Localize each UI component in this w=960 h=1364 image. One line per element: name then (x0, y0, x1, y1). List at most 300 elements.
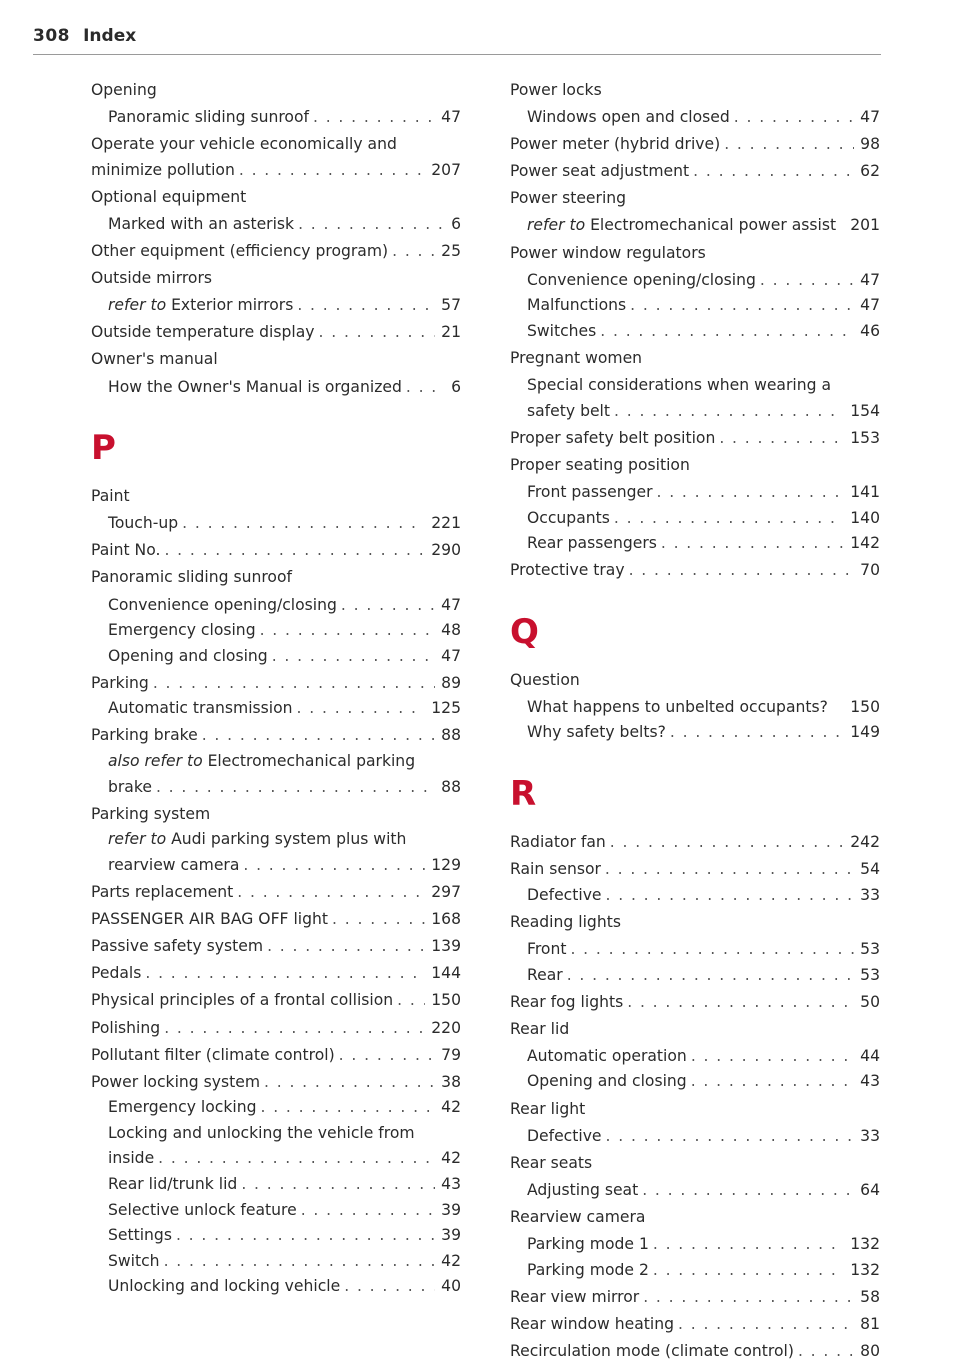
leader-dots (610, 830, 844, 856)
leader-dots (798, 1339, 854, 1364)
index-line (91, 1043, 461, 1069)
index-entry (527, 1258, 880, 1284)
index-line (510, 426, 880, 452)
index-entry (527, 1069, 880, 1095)
page-reference: 33 (860, 885, 880, 904)
leader-dots (272, 644, 435, 670)
leader-dots (629, 558, 855, 584)
entry-text: Parking mode 2 (527, 1260, 649, 1279)
entry-text: Optional equipment (91, 187, 247, 206)
leader-dots (267, 934, 425, 960)
index-line (91, 511, 461, 537)
index-line (91, 320, 461, 346)
index-line (510, 1232, 880, 1258)
index-line (91, 293, 461, 319)
index-line (510, 668, 880, 694)
page-reference: 149 (850, 723, 880, 742)
cross-reference-label: refer to (108, 296, 172, 315)
index-line (91, 105, 461, 131)
entry-text: Emergency closing (108, 621, 256, 640)
index-entry (510, 830, 880, 856)
index-line (91, 375, 461, 401)
entry-text: Rear passengers (527, 534, 657, 553)
entry-text: Rear lid/trunk lid (108, 1175, 238, 1194)
entry-text: Parking (91, 673, 149, 692)
page-number: 308 (33, 26, 70, 46)
page-reference: 150 (431, 991, 461, 1010)
page-reference: 47 (860, 108, 880, 127)
index-line (510, 399, 880, 425)
entry-text: Rear (527, 965, 563, 984)
entry-text: Marked with an asterisk (108, 214, 295, 233)
entry-text: PASSENGER AIR BAG OFF light (91, 910, 329, 929)
entry-text: Paint No. (91, 541, 161, 560)
page-header (33, 26, 881, 55)
index-entry (510, 132, 880, 158)
index-line (91, 775, 461, 801)
index-heading (91, 132, 461, 158)
entry-text: Automatic operation (527, 1046, 687, 1065)
leader-dots (153, 671, 435, 697)
leader-dots (606, 883, 855, 909)
page-reference: 201 (850, 216, 880, 235)
index-line (91, 1121, 461, 1147)
entry-text: Rear fog lights (510, 992, 624, 1011)
leader-dots (158, 1146, 435, 1172)
page-reference: 53 (860, 939, 880, 958)
entry-text: Power meter (hybrid drive) (510, 135, 721, 154)
index-line (510, 132, 880, 158)
index-line (91, 802, 461, 828)
entry-text: Proper safety belt position (510, 428, 716, 447)
leader-dots (719, 426, 844, 452)
index-entry (527, 480, 880, 506)
page-reference: 98 (860, 135, 880, 154)
cross-reference-label: refer to (108, 830, 172, 849)
index-entry (527, 1044, 880, 1070)
index-heading (510, 910, 880, 936)
page-reference: 47 (441, 108, 461, 127)
leader-dots (239, 158, 425, 184)
page-reference: 242 (850, 833, 880, 852)
index-line (91, 934, 461, 960)
index-line (91, 1146, 461, 1172)
index-line (91, 1274, 461, 1300)
leader-dots (614, 506, 844, 532)
entry-text: Convenience opening/closing (108, 595, 337, 614)
leader-dots (176, 1223, 435, 1249)
entry-text: Special considerations when wearing a (527, 376, 832, 395)
index-line (91, 1095, 461, 1121)
page-reference: 297 (431, 883, 461, 902)
index-entry (108, 1172, 461, 1198)
section-title: Index (83, 26, 137, 46)
entry-text: Malfunctions (527, 296, 627, 315)
index-entry (108, 212, 461, 238)
leader-dots (156, 775, 435, 801)
entry-text: Panoramic sliding sunroof (108, 108, 309, 127)
index-line (510, 213, 880, 239)
index-heading (91, 484, 461, 510)
index-line (91, 1223, 461, 1249)
index-line (91, 988, 461, 1014)
index-entry (91, 988, 461, 1014)
index-letter-heading: Q (510, 611, 539, 652)
index-entry (91, 1070, 461, 1096)
leader-dots (691, 1069, 854, 1095)
index-entry (108, 618, 461, 644)
index-heading (510, 668, 880, 694)
index-heading (91, 802, 461, 828)
index-line (91, 593, 461, 619)
index-line (510, 373, 880, 399)
entry-text: Power seat adjustment (510, 162, 690, 181)
entry-text: Why safety belts? (527, 723, 666, 742)
index-line (510, 910, 880, 936)
index-entry (527, 268, 880, 294)
entry-text: Unlocking and locking vehicle (108, 1277, 341, 1296)
page-reference: 144 (431, 964, 461, 983)
entry-text: Protective tray (510, 561, 625, 580)
index-line (91, 212, 461, 238)
entry-text: Operate your vehicle economically and (91, 135, 397, 154)
index-line (91, 723, 461, 749)
leader-dots (332, 907, 425, 933)
index-entry (527, 1178, 880, 1204)
index-line (91, 132, 461, 158)
entry-text: Question (510, 670, 580, 689)
leader-dots (570, 937, 854, 963)
entry-text: Rearview camera (510, 1207, 646, 1226)
entry-text: Opening (91, 81, 157, 99)
leader-dots (642, 1178, 854, 1204)
index-entry (527, 213, 880, 239)
cross-reference-target: Electromechanical power assist (590, 216, 837, 235)
index-heading (91, 78, 461, 104)
index-entry (108, 775, 461, 801)
page-reference: 47 (441, 646, 461, 665)
entry-text: Pollutant filter (climate control) (91, 1045, 335, 1064)
entry-text: brake (108, 777, 152, 796)
index-entry (108, 853, 461, 879)
leader-dots (653, 1258, 844, 1284)
index-line (510, 1069, 880, 1095)
index-heading (510, 1017, 880, 1043)
leader-dots (339, 1043, 435, 1069)
page-reference: 132 (850, 1260, 880, 1279)
index-line (510, 1285, 880, 1311)
index-line (510, 506, 880, 532)
entry-text: Recirculation mode (climate control) (510, 1341, 794, 1360)
index-entry (510, 426, 880, 452)
leader-dots (567, 963, 854, 989)
page-reference: 40 (441, 1277, 461, 1296)
page-reference: 140 (850, 508, 880, 527)
index-entry (91, 1016, 461, 1042)
cross-reference-label: also refer to (108, 752, 208, 771)
index-entry (108, 1095, 461, 1121)
entry-text: Passive safety system (91, 937, 264, 956)
index-entry (108, 644, 461, 670)
page-reference: 42 (441, 1098, 461, 1117)
index-line (510, 78, 880, 104)
entry-text: Switches (527, 321, 597, 340)
page-reference: 48 (441, 621, 461, 640)
page-reference: 168 (431, 910, 461, 929)
leader-dots (606, 1124, 855, 1150)
leader-dots (397, 988, 425, 1014)
index-entry (91, 671, 461, 697)
index-heading (108, 827, 461, 853)
page-reference: 47 (441, 595, 461, 614)
index-line (91, 1198, 461, 1224)
index-heading (510, 453, 880, 479)
index-line (91, 618, 461, 644)
index-line (510, 319, 880, 345)
index-heading (510, 1151, 880, 1177)
leader-dots (760, 268, 854, 294)
leader-dots (298, 212, 445, 238)
index-line (91, 185, 461, 211)
index-line (510, 186, 880, 212)
index-line (510, 293, 880, 319)
page-reference: 6 (451, 214, 461, 233)
index-heading (510, 346, 880, 372)
entry-text: Occupants (527, 508, 610, 527)
entry-text: Convenience opening/closing (527, 270, 756, 289)
index-line (91, 484, 461, 510)
entry-text: Outside mirrors (91, 269, 212, 288)
leader-dots (297, 696, 426, 722)
leader-dots (614, 399, 844, 425)
entry-text: How the Owner's Manual is organized (108, 377, 402, 396)
index-line (510, 695, 880, 721)
entry-text: minimize pollution (91, 160, 235, 179)
entry-text: Windows open and closed (527, 108, 730, 127)
index-line (91, 1016, 461, 1042)
page-reference: 79 (441, 1045, 461, 1064)
page-reference: 132 (850, 1234, 880, 1253)
leader-dots (653, 1232, 844, 1258)
index-line (91, 1249, 461, 1275)
page-reference: 42 (441, 1149, 461, 1168)
entry-text: Defective (527, 885, 602, 904)
index-line (510, 1205, 880, 1231)
leader-dots (319, 320, 436, 346)
index-entry (510, 1285, 880, 1311)
entry-text (108, 293, 297, 319)
index-line (510, 720, 880, 746)
leader-dots (202, 723, 435, 749)
index-heading (91, 185, 461, 211)
index-line (91, 644, 461, 670)
entry-text: Rain sensor (510, 860, 601, 879)
entry-text: Reading lights (510, 912, 621, 931)
entry-text: Pedals (91, 964, 142, 983)
index-line (91, 1172, 461, 1198)
page-reference: 39 (441, 1200, 461, 1219)
index-line (91, 565, 461, 591)
page-reference: 46 (860, 321, 880, 340)
index-line (91, 78, 461, 104)
page-reference: 62 (860, 162, 880, 181)
index-line (510, 105, 880, 131)
entry-text (108, 830, 406, 848)
index-column-right (510, 78, 880, 1364)
entry-text: Rear window heating (510, 1314, 675, 1333)
entry-text (527, 213, 840, 239)
index-heading (510, 1097, 880, 1123)
page-reference: 207 (431, 160, 461, 179)
index-line (510, 937, 880, 963)
page-reference: 44 (860, 1046, 880, 1065)
index-line (91, 239, 461, 265)
page-reference: 142 (850, 534, 880, 553)
index-line (510, 830, 880, 856)
index-line (91, 671, 461, 697)
index-line (91, 266, 461, 292)
entry-text: Physical principles of a frontal collision (91, 991, 394, 1010)
cross-reference-target: Audi parking system plus with (171, 830, 407, 849)
index-line (91, 347, 461, 373)
leader-dots (264, 1070, 435, 1096)
leader-dots (164, 538, 425, 564)
leader-dots (301, 1198, 435, 1224)
index-entry (527, 1124, 880, 1150)
index-letter-heading: P (91, 428, 116, 469)
entry-text: Power locks (510, 81, 602, 99)
cross-reference-target: Exterior mirrors (171, 296, 294, 315)
leader-dots (392, 239, 435, 265)
leader-dots (260, 618, 436, 644)
index-heading (91, 347, 461, 373)
page-reference: 81 (860, 1314, 880, 1333)
page-reference: 220 (431, 1018, 461, 1037)
entry-text: Power window regulators (510, 243, 706, 262)
page-reference: 54 (860, 860, 880, 879)
index-heading (510, 78, 880, 104)
index-line (91, 907, 461, 933)
entry-text: Rear light (510, 1099, 586, 1118)
index-heading (527, 373, 880, 399)
index-line (510, 268, 880, 294)
index-entry (108, 1274, 461, 1300)
entry-text: Emergency locking (108, 1098, 257, 1117)
index-column-left (91, 78, 461, 1300)
page-reference: 64 (860, 1180, 880, 1199)
index-entry (108, 593, 461, 619)
entry-text: Radiator fan (510, 833, 606, 852)
index-entry (91, 934, 461, 960)
leader-dots (243, 853, 425, 879)
leader-dots (341, 593, 435, 619)
page-reference: 21 (441, 323, 461, 342)
leader-dots (661, 531, 844, 557)
index-entry (527, 937, 880, 963)
entry-text: Defective (527, 1126, 602, 1145)
page-reference: 80 (860, 1341, 880, 1360)
index-entry (527, 963, 880, 989)
index-line (91, 696, 461, 722)
leader-dots (670, 720, 844, 746)
index-line (510, 1178, 880, 1204)
leader-dots (627, 990, 854, 1016)
page-reference: 25 (441, 242, 461, 261)
page-reference: 290 (431, 541, 461, 560)
entry-text: Paint (91, 487, 130, 506)
page-reference: 38 (441, 1072, 461, 1091)
leader-dots (734, 105, 854, 131)
leader-dots (261, 1095, 436, 1121)
page-reference: 125 (431, 699, 461, 718)
leader-dots (643, 1285, 854, 1311)
entry-text: Rear lid (510, 1019, 570, 1038)
index-entry (510, 1339, 880, 1364)
entry-text: safety belt (527, 401, 611, 420)
page-reference: 33 (860, 1126, 880, 1145)
page-reference: 88 (441, 726, 461, 745)
index-line (510, 241, 880, 267)
index-line (510, 453, 880, 479)
leader-dots (406, 375, 445, 401)
leader-dots (164, 1016, 425, 1042)
entry-text: rearview camera (108, 855, 240, 874)
index-line (510, 1312, 880, 1338)
index-line (510, 857, 880, 883)
index-entry (527, 695, 880, 721)
page-reference: 39 (441, 1226, 461, 1245)
index-entry (91, 320, 461, 346)
index-heading (108, 1121, 461, 1147)
leader-dots (656, 480, 844, 506)
index-line (510, 531, 880, 557)
index-heading (91, 565, 461, 591)
page-reference: 6 (451, 377, 461, 396)
page-reference: 50 (860, 992, 880, 1011)
index-entry (91, 538, 461, 564)
entry-text: Touch-up (108, 514, 179, 533)
entry-text: Parts replacement (91, 883, 234, 902)
entry-text: Owner's manual (91, 350, 218, 369)
index-entry (91, 239, 461, 265)
page-reference: 43 (441, 1175, 461, 1194)
index-entry (527, 399, 880, 425)
page-reference: 141 (850, 482, 880, 501)
index-line (510, 558, 880, 584)
page-reference: 43 (860, 1072, 880, 1091)
index-entry (108, 293, 461, 319)
index-entry (108, 511, 461, 537)
index-line (510, 1124, 880, 1150)
entry-text: Outside temperature display (91, 323, 315, 342)
index-line (510, 990, 880, 1016)
entry-text: Panoramic sliding sunroof (91, 568, 292, 587)
page-reference: 42 (441, 1251, 461, 1270)
leader-dots (678, 1312, 854, 1338)
leader-dots (600, 319, 854, 345)
index-line (510, 346, 880, 372)
entry-text: Selective unlock feature (108, 1200, 297, 1219)
index-entry (108, 375, 461, 401)
index-entry (527, 531, 880, 557)
index-entry (91, 158, 461, 184)
entry-text: inside (108, 1149, 155, 1168)
page-reference: 150 (850, 697, 880, 716)
leader-dots (605, 857, 854, 883)
index-entry (510, 1312, 880, 1338)
index-entry (91, 907, 461, 933)
entry-text: Front (527, 939, 567, 958)
